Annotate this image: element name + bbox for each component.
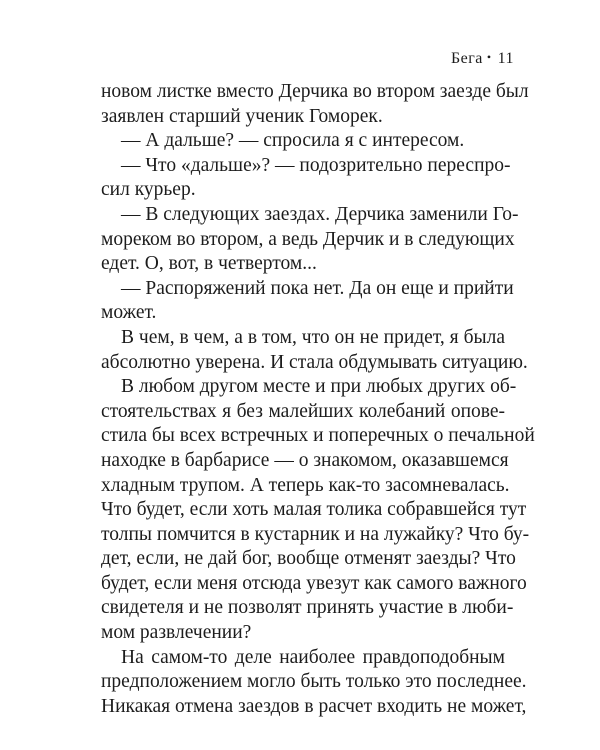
text-line: сил курьер. bbox=[101, 179, 196, 201]
text-line: — А дальше? — спросила я с интересом. bbox=[121, 130, 465, 152]
running-head bbox=[451, 50, 514, 68]
text-line: Что будет, если хоть малая толика собравшейся тут bbox=[101, 499, 527, 521]
text-line: будет, если меня отсюда увезут как самого важного bbox=[101, 572, 527, 594]
text-line: — Распоряжений пока нет. Да он еще и прийти bbox=[121, 277, 514, 299]
running-head-title: Бега bbox=[450, 50, 483, 67]
text-line: толпы помчится в кустарник и на лужайку? Что бу- bbox=[101, 523, 530, 545]
text-line: свидетеля и не позволят принять участие в люби- bbox=[101, 597, 514, 619]
text-line: На самом-то деле наиболее правдоподобным bbox=[121, 646, 505, 668]
text-line: хладным трупом. А теперь как-то засомневалась. bbox=[101, 474, 510, 496]
text-line: — В следующих заездах. Дерчика заменили Го- bbox=[121, 203, 519, 225]
text-line: заявлен старший ученик Гоморек. bbox=[101, 105, 383, 127]
text-line: предположением могло быть только это последнее. bbox=[101, 671, 527, 693]
page-number: 11 bbox=[497, 50, 514, 67]
text-line: находке в барбарисе — о знакомом, оказавшемся bbox=[101, 449, 509, 471]
text-line: стила бы всех встречных и поперечных о печальной bbox=[101, 425, 535, 447]
body-text bbox=[101, 80, 535, 719]
text-line: стоятельствах я без малейших колебаний опове- bbox=[101, 400, 505, 422]
text-line: В любом другом месте и при любых других об- bbox=[121, 376, 517, 398]
text-line: мом развлечении? bbox=[101, 622, 252, 644]
text-line: абсолютно уверена. И стала обдумывать ситуацию. bbox=[101, 351, 528, 373]
text-line: новом листке вместо Дерчика во втором заезде был bbox=[101, 81, 529, 102]
text-line: В чем, в чем, а в том, что он не придет, я была bbox=[121, 326, 505, 348]
text-line: — Что «дальше»? — подозрительно переспро- bbox=[121, 154, 511, 176]
text-line: дет, если, не дай бог, вообще отменят заезды? Что bbox=[101, 548, 516, 570]
text-line: Никакая отмена заездов в расчет входить не может, bbox=[101, 695, 527, 717]
text-line: мореком во втором, а ведь Дерчик и в следующих bbox=[101, 228, 515, 250]
running-head-separator: • bbox=[486, 50, 492, 64]
text-line: едет. О, вот, в четвертом... bbox=[101, 253, 317, 275]
text-line: может. bbox=[101, 302, 157, 324]
